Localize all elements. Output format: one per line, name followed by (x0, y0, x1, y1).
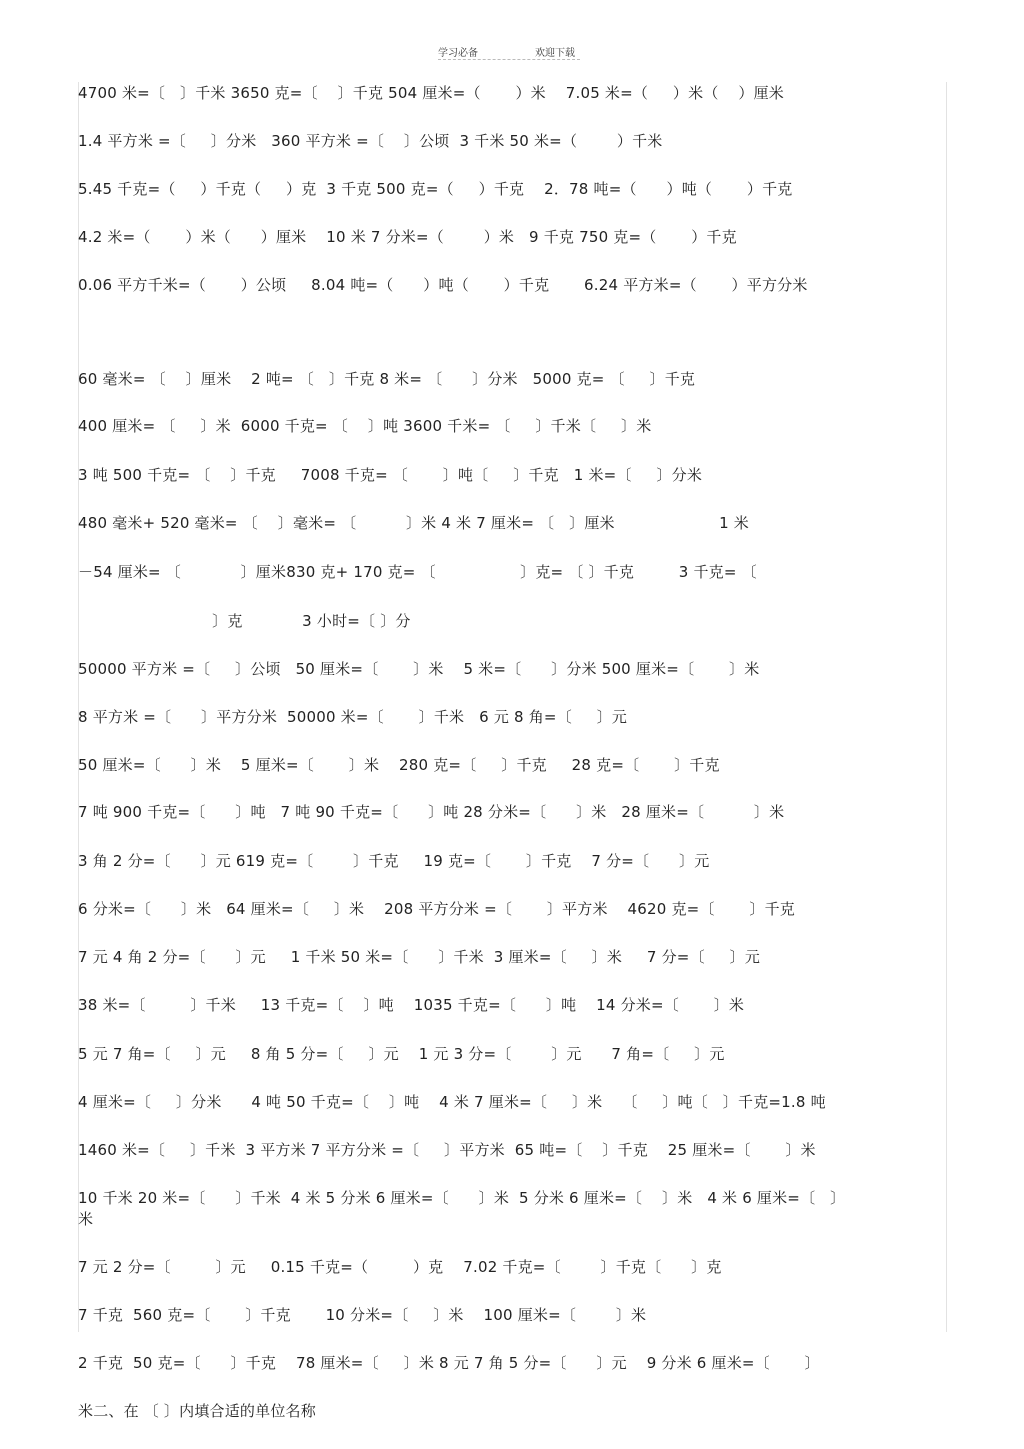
exercise-line: 2 千克 50 克=〔 〕千克 78 厘米=〔 〕米 8 元 7 角 5 分=〔 〕元 9 分米 6 厘米=〔 〕 (78, 1354, 820, 1372)
page-header (0, 44, 1024, 64)
exercise-line: 7 千克 560 克=〔 〕千克 10 分米=〔 〕米 100 厘米=〔 〕米 (78, 1306, 647, 1324)
exercise-line: 7 元 2 分=〔 〕元 0.15 千克=（ ）克 7.02 千克=〔 〕千克〔 〕克 (78, 1258, 722, 1276)
exercise-line: 5.45 千克=（ ）千克（ ）克 3 千克 500 克=（ ）千克 2．78 吨=（ ）吨（ ）千克 (78, 180, 793, 198)
exercise-line: 0.06 平方千米=（ ）公顷 8.04 吨=（ ）吨（ ）千克 6.24 平方米=（ ）平方分米 (78, 276, 808, 294)
exercise-line: －54 厘米= 〔 〕厘米830 克+ 170 克= 〔 〕克= 〔 〕千克 3 千克= 〔 (78, 563, 757, 581)
exercise-line: 4.2 米=（ ）米（ ）厘米 10 米 7 分米=（ ）米 9 千克 750 克=（ ）千克 (78, 228, 737, 246)
exercise-line: 1460 米=〔 〕千米 3 平方米 7 平方分米 =〔 〕平方米 65 吨=〔 〕千克 25 厘米=〔 〕米 (78, 1141, 816, 1159)
exercise-line: 1.4 平方米 =〔 〕分米 360 平方米 =〔 〕公顷 3 千米 50 米=（ ）千米 (78, 132, 663, 150)
exercise-line: 4 厘米=〔 〕分米 4 吨 50 千克=〔 〕吨 4 米 7 厘米=〔 〕米 〔 〕吨〔 〕千克=1.8 吨 (78, 1093, 826, 1111)
right-margin-rule (946, 82, 947, 1332)
exercise-line: 5 元 7 角=〔 〕元 8 角 5 分=〔 〕元 1 元 3 分=〔 〕元 7 角=〔 〕元 (78, 1045, 725, 1063)
exercise-line: 400 厘米= 〔 〕米 6000 千克= 〔 〕吨 3600 千米= 〔 〕千米〔 〕米 (78, 417, 652, 435)
exercise-line: 3 吨 500 千克= 〔 〕千克 7008 千克= 〔 〕吨〔 〕千克 1 米=〔 〕分米 (78, 466, 703, 484)
exercise-line: 米 (78, 1210, 94, 1228)
header-divider (438, 59, 580, 60)
header-left-text: 学习必备 (438, 48, 478, 59)
exercise-line: 50000 平方米 =〔 〕公顷 50 厘米=〔 〕米 5 米=〔 〕分米 500 厘米=〔 〕米 (78, 660, 760, 678)
exercise-line: 〕克 3 小时=〔 〕分 (78, 612, 411, 630)
exercise-line: 10 千米 20 米=〔 〕千米 4 米 5 分米 6 厘米=〔 〕米 5 分米 6 厘米=〔 〕米 4 米 6 厘米=〔 〕 (78, 1189, 846, 1207)
header-right-text: 欢迎下载 (535, 48, 575, 59)
exercise-line: 6 分米=〔 〕米 64 厘米=〔 〕米 208 平方分米 =〔 〕平方米 4620 克=〔 〕千克 (78, 900, 796, 918)
exercise-line: 7 元 4 角 2 分=〔 〕元 1 千米 50 米=〔 〕千米 3 厘米=〔 〕米 7 分=〔 〕元 (78, 948, 761, 966)
exercise-line: 60 毫米= 〔 〕厘米 2 吨= 〔 〕千克 8 米= 〔 〕分米 5000 克= 〔 〕千克 (78, 370, 696, 388)
exercise-line: 480 毫米+ 520 毫米= 〔 〕毫米= 〔 〕米 4 米 7 厘米= 〔 〕厘米 1 米 (78, 514, 750, 532)
exercise-line: 4700 米=〔 〕千米 3650 克=〔 〕千克 504 厘米=（ ）米 7.05 米=（ ）米（ ）厘米 (78, 84, 784, 102)
exercise-line: 50 厘米=〔 〕米 5 厘米=〔 〕米 280 克=〔 〕千克 28 克=〔 〕千克 (78, 756, 720, 774)
exercise-line: 3 角 2 分=〔 〕元 619 克=〔 〕千克 19 克=〔 〕千克 7 分=〔 〕元 (78, 852, 710, 870)
section-heading: 米二、在 〔 〕内填合适的单位名称 (78, 1402, 316, 1420)
exercise-line: 8 平方米 =〔 〕平方分米 50000 米=〔 〕千米 6 元 8 角=〔 〕元 (78, 708, 628, 726)
exercise-line: 7 吨 900 千克=〔 〕吨 7 吨 90 千克=〔 〕吨 28 分米=〔 〕米 28 厘米=〔 〕米 (78, 803, 785, 821)
exercise-line: 38 米=〔 〕千米 13 千克=〔 〕吨 1035 千克=〔 〕吨 14 分米=〔 〕米 (78, 996, 745, 1014)
